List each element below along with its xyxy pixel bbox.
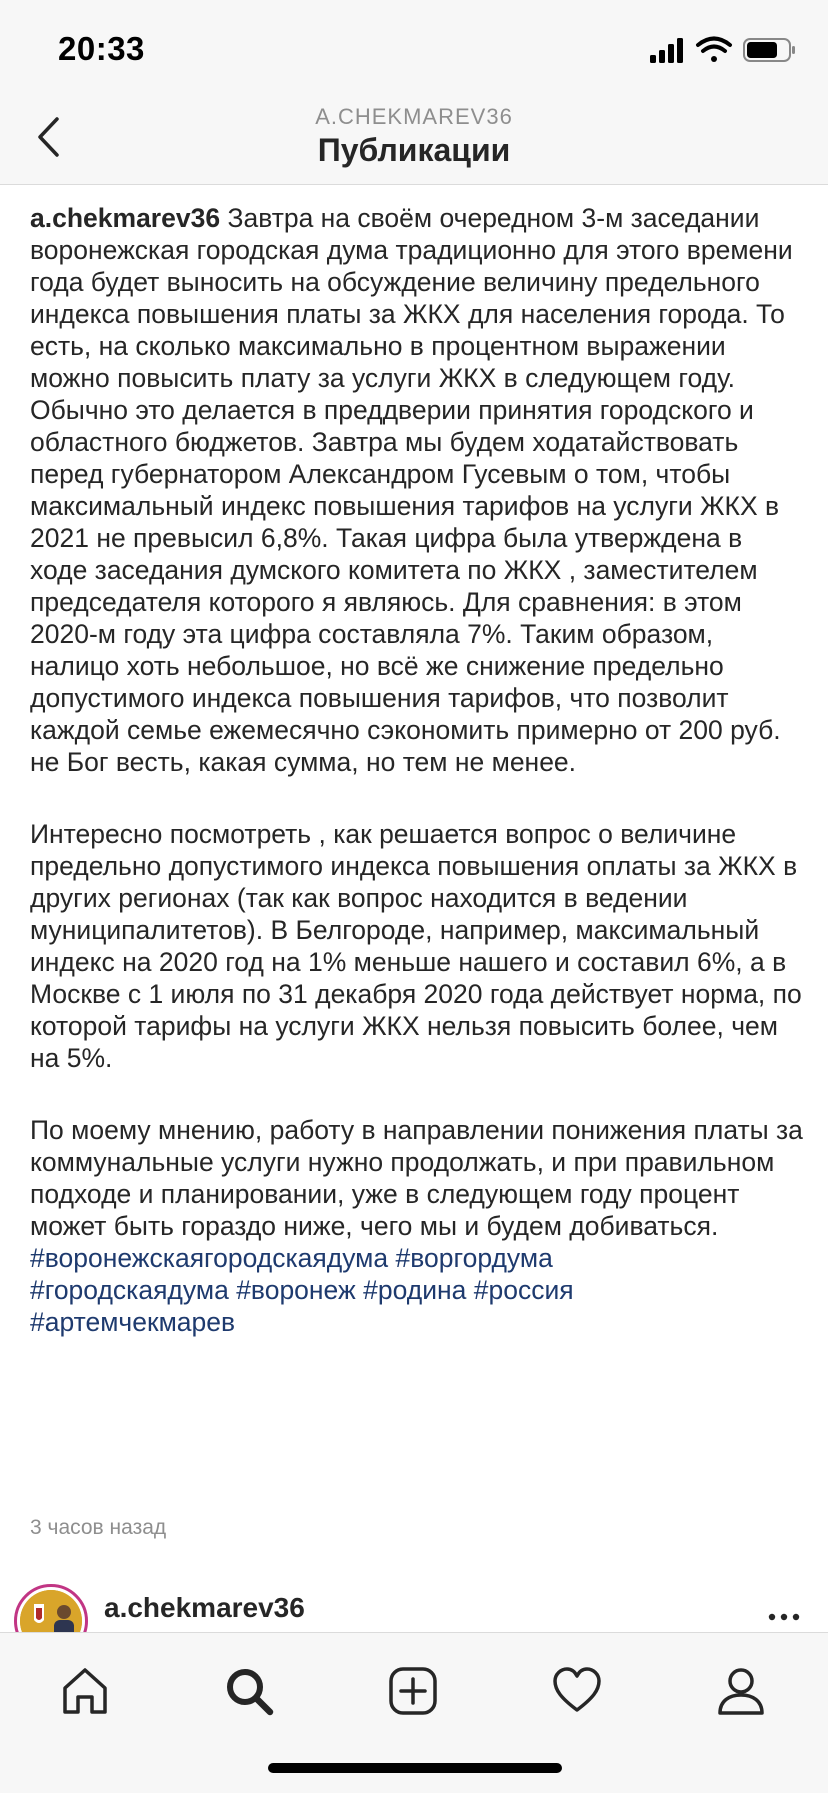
wifi-icon: [698, 39, 730, 63]
header-divider: [0, 184, 828, 185]
next-post-username[interactable]: a.chekmarev36: [104, 1592, 305, 1623]
home-icon: [59, 1665, 111, 1717]
status-icons: [648, 35, 798, 65]
add-post-icon: [387, 1665, 439, 1717]
battery-icon: [744, 39, 795, 61]
more-options-icon[interactable]: [766, 1610, 802, 1624]
paragraph-gap: [30, 1074, 806, 1114]
page-title: Публикации: [317, 132, 511, 168]
hashtag-link[interactable]: #родина: [363, 1275, 467, 1305]
avatar[interactable]: [14, 1584, 88, 1632]
next-post-header: [0, 1582, 828, 1632]
header-subtitle: A.CHEKMAREV36: [315, 104, 513, 129]
hashtag-link[interactable]: #россия: [473, 1275, 574, 1305]
hashtag-link[interactable]: #артемчекмарев: [30, 1307, 236, 1337]
tab-profile[interactable]: [711, 1661, 771, 1721]
post-timestamp: 3 часов назад: [30, 1516, 167, 1539]
tab-home[interactable]: [55, 1661, 115, 1721]
post-caption: [30, 202, 806, 1338]
avatar-picture-icon: [20, 1590, 82, 1632]
caption-paragraph-3: По моему мнению, работу в направлении понижения платы за коммунальные услуги нужно продолжать, и при правильном подходе и планировании, уже в следующем году процент может быть гораздо ниже, чего мы и будем добиваться.: [30, 1115, 803, 1241]
hashtag-link[interactable]: #воргордума: [395, 1243, 553, 1273]
hashtag-link[interactable]: #воронежскаягородскаядума: [30, 1243, 389, 1273]
cellular-signal-icon: [650, 38, 683, 63]
search-icon: [223, 1665, 275, 1717]
profile-icon: [715, 1665, 767, 1717]
tab-activity[interactable]: [547, 1661, 607, 1721]
caption-username[interactable]: a.chekmarev36: [30, 203, 221, 233]
caption-paragraph-2: Интересно посмотреть , как решается вопрос о величине предельно допустимого индекса повышения оплаты за ЖКХ в других регионах (так как вопрос находится в ведении муниципалитетов). В Белгороде, например, максимальный индекс на 2020 год на 1% меньше нашего и составил 6%, а в Москве с 1 июля по 31 декабря 2020 года действует норма, по которой тарифы на услуги ЖКХ нельзя повысить более, чем на 5%.: [30, 819, 802, 1073]
heart-icon: [551, 1665, 603, 1717]
tab-search[interactable]: [219, 1661, 279, 1721]
status-time: 20:33: [58, 30, 145, 67]
caption-text-1: Завтра на своём очередном 3-м заседании воронежская городская дума традиционно для этого времени года будет выносить на обсуждение величину предельного индекса повышения платы за ЖКХ для населения города. То есть, на сколько максимально в процентном выражении можно повысить плату за услуги ЖКХ в следующем году. Обычно это делается в преддверии принятия городского и областного бюджетов. Завтра мы будем ходатайствовать перед губернатором Александром Гусевым о том, чтобы максимальный индекс повышения тарифов на услуги ЖКХ в 2021 не превысил 6,8%. Такая цифра была утверждена в ходе заседания думского комитета по ЖКХ , заместителем председателя которого я являюсь. Для сравнения: в этом 2020-м году эта цифра составляла 7%. Таким образом, налицо хоть небольшое, но всё же снижение предельно допустимого индекса повышения тарифов, что позволит каждой семье ежемесячно сэкономить примерно от 200 руб. не Бог весть, какая сумма, но тем не менее.: [30, 203, 793, 777]
tab-new-post[interactable]: [383, 1661, 443, 1721]
hashtag-list: [30, 1242, 806, 1338]
caption-paragraph-1: [30, 202, 806, 778]
hashtag-link[interactable]: #воронеж: [236, 1275, 356, 1305]
avatar-image: [20, 1590, 82, 1632]
hashtag-link[interactable]: #городскаядума: [30, 1275, 229, 1305]
paragraph-gap: [30, 778, 806, 818]
home-indicator[interactable]: [268, 1763, 562, 1773]
